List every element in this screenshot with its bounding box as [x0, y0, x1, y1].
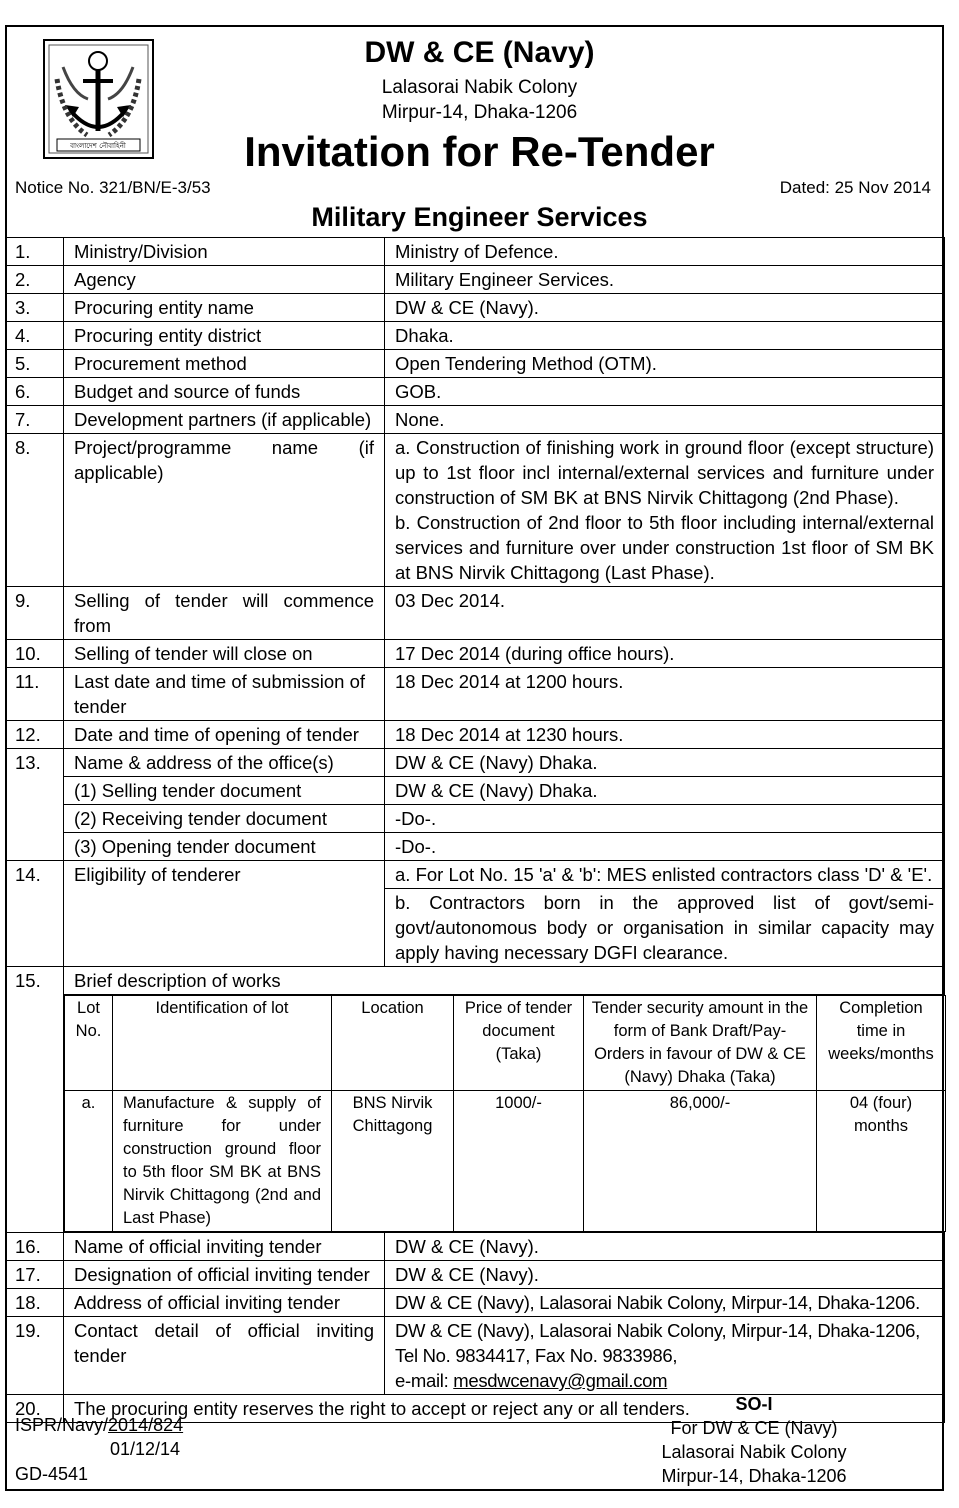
signatory-line3: Mirpur-14, Dhaka-1206	[661, 1466, 847, 1486]
table-row	[6, 640, 945, 668]
row-number: 2.	[6, 266, 64, 294]
row-label: Procurement method	[64, 350, 385, 378]
row-value: None.	[385, 406, 945, 434]
row-text: The procuring entity reserves the right to accept or reject any or all tenders.	[64, 1395, 945, 1423]
signatory-title: SO-I	[735, 1394, 773, 1414]
table-row	[6, 406, 945, 434]
ispr-date: 01/12/14	[110, 1439, 181, 1459]
row-value: a. For Lot No. 15 'a' & 'b': MES enlisted contractors class 'D' & 'E'.	[385, 861, 945, 889]
row-value: DW & CE (Navy) Dhaka.	[385, 749, 945, 777]
table-row	[6, 294, 945, 322]
row-label: Development partners (if applicable)	[64, 406, 385, 434]
lot-security: 86,000/-	[584, 1091, 817, 1232]
row-value: Ministry of Defence.	[385, 238, 945, 266]
table-row	[6, 805, 945, 833]
row-label: Contact detail of official inviting tender	[64, 1317, 385, 1395]
project-a: a. Construction of finishing work in ground floor (except structure) up to 1st floor incl internal/external services and furniture under construction of SM BK at BNS Nirvik Chittagong (2nd Phase).	[395, 437, 934, 508]
table-row	[6, 587, 945, 640]
table-row	[6, 1289, 945, 1317]
row-label: Budget and source of funds	[64, 378, 385, 406]
lot-completion: 04 (four) months	[817, 1091, 946, 1232]
table-row	[6, 1317, 945, 1395]
contact-address: DW & CE (Navy), Lalasorai Nabik Colony, Mirpur-14, Dhaka-1206,	[395, 1320, 920, 1341]
row-number: 19.	[6, 1317, 64, 1395]
row-value: DW & CE (Navy) Dhaka.	[385, 777, 945, 805]
row-value	[385, 434, 945, 587]
table-row	[6, 322, 945, 350]
row-label: Address of official inviting tender	[64, 1289, 385, 1317]
table-row	[6, 668, 945, 721]
row-value: DW & CE (Navy).	[385, 1261, 945, 1289]
row-number: 20.	[6, 1395, 64, 1423]
row-label: Brief description of works	[64, 967, 945, 995]
header-location: Location	[332, 996, 454, 1091]
row-label: Ministry/Division	[64, 238, 385, 266]
row-number: 6.	[6, 378, 64, 406]
signatory-line2: Lalasorai Nabik Colony	[661, 1442, 847, 1462]
row-value: GOB.	[385, 378, 945, 406]
org-name: DW & CE (Navy)	[364, 36, 595, 69]
header-completion: Completion time in weeks/months	[817, 996, 946, 1091]
email-link[interactable]: mesdwcenavy@gmail.com	[453, 1370, 668, 1391]
row-number: 13.	[6, 749, 64, 777]
row-number: 10.	[6, 640, 64, 668]
table-row	[6, 861, 945, 889]
logo-caption: বাংলাদেশ নৌবাহিনী	[70, 142, 126, 150]
table-row	[6, 350, 945, 378]
header-security: Tender security amount in the form of Bank Draft/Pay-Orders in favour of DW & CE (Navy) Dhaka (Taka)	[584, 996, 817, 1091]
contact-phone: Tel No. 9834417, Fax No. 9833986,	[395, 1345, 678, 1366]
row-value: DW & CE (Navy).	[385, 1233, 945, 1261]
row-value: Open Tendering Method (OTM).	[385, 350, 945, 378]
notice-title: Invitation for Re-Tender	[244, 128, 715, 175]
row-value: 03 Dec 2014.	[385, 587, 945, 640]
table-row	[6, 749, 945, 777]
gd-number: GD-4541	[15, 1464, 89, 1484]
row-number: 8.	[6, 434, 64, 587]
table-row	[6, 777, 945, 805]
row-label: Procuring entity district	[64, 322, 385, 350]
row-value: Military Engineer Services.	[385, 266, 945, 294]
lot-price: 1000/-	[454, 1091, 584, 1232]
row-value: Dhaka.	[385, 322, 945, 350]
row-number: 17.	[6, 1261, 64, 1289]
row-value: b. Contractors born in the approved list of govt/semi-govt/autonomous body or organisation in similar capacity may apply having necessary DGFI clearance.	[385, 889, 945, 967]
lot-table	[64, 995, 946, 1232]
row-label: Last date and time of submission of tender	[64, 668, 385, 721]
section-heading: Military Engineer Services	[311, 202, 648, 232]
table-row	[6, 1261, 945, 1289]
notice-number: Notice No. 321/BN/E-3/53	[15, 178, 211, 197]
row-number: 7.	[6, 406, 64, 434]
row-value: DW & CE (Navy), Lalasorai Nabik Colony, Mirpur-14, Dhaka-1206.	[385, 1289, 945, 1317]
row-value: -Do-.	[385, 833, 945, 861]
tender-details-table	[5, 237, 945, 1423]
email-label: e-mail:	[395, 1370, 454, 1391]
row-value	[385, 1317, 945, 1395]
row-value: DW & CE (Navy).	[385, 294, 945, 322]
lot-row	[65, 1091, 946, 1232]
table-row	[6, 833, 945, 861]
table-row	[6, 721, 945, 749]
row-label: Selling of tender will commence from	[64, 587, 385, 640]
row-number: 14.	[6, 861, 64, 889]
ispr-prefix: ISPR/Navy/	[15, 1415, 109, 1435]
row-number: 5.	[6, 350, 64, 378]
header-price: Price of tender document (Taka)	[454, 996, 584, 1091]
signatory-line1: For DW & CE (Navy)	[670, 1418, 838, 1438]
row-sublabel: (1) Selling tender document	[64, 777, 385, 805]
row-label: Date and time of opening of tender	[64, 721, 385, 749]
table-row	[6, 995, 945, 1233]
row-sublabel: (3) Opening tender document	[64, 833, 385, 861]
table-row	[6, 266, 945, 294]
header-lot-no: Lot No.	[65, 996, 113, 1091]
table-row	[6, 967, 945, 995]
row-value: 17 Dec 2014 (during office hours).	[385, 640, 945, 668]
row-number: 1.	[6, 238, 64, 266]
row-label: Selling of tender will close on	[64, 640, 385, 668]
row-number: 16.	[6, 1233, 64, 1261]
ispr-reference	[15, 1414, 183, 1437]
row-number: 11.	[6, 668, 64, 721]
row-sublabel: (2) Receiving tender document	[64, 805, 385, 833]
row-number: 4.	[6, 322, 64, 350]
table-row	[6, 238, 945, 266]
row-label: Procuring entity name	[64, 294, 385, 322]
table-row	[6, 378, 945, 406]
project-b: b. Construction of 2nd floor to 5th floor including internal/external services and furniture over under construction 1st floor of SM BK at BNS Nirvik Chittagong (Last Phase).	[395, 512, 934, 583]
row-label: Name & address of the office(s)	[64, 749, 385, 777]
lot-table-header	[65, 996, 946, 1091]
contact-email-line	[395, 1368, 942, 1393]
row-label: Agency	[64, 266, 385, 294]
notice-date: Dated: 25 Nov 2014	[779, 178, 931, 197]
row-label: Designation of official inviting tender	[64, 1261, 385, 1289]
row-label: Eligibility of tenderer	[64, 861, 385, 889]
row-number: 18.	[6, 1289, 64, 1317]
header-identification: Identification of lot	[113, 996, 332, 1091]
ispr-number: 2014/824	[108, 1415, 184, 1435]
table-row	[6, 1233, 945, 1261]
org-address-line2: Mirpur-14, Dhaka-1206	[381, 102, 578, 123]
row-label: Project/programme name (if applicable)	[64, 434, 385, 587]
table-row	[6, 889, 945, 967]
row-number: 15.	[6, 967, 64, 995]
row-value: 18 Dec 2014 at 1200 hours.	[385, 668, 945, 721]
lot-location: BNS Nirvik Chittagong	[332, 1091, 454, 1232]
row-number: 9.	[6, 587, 64, 640]
lot-number: a.	[65, 1091, 113, 1232]
row-number: 3.	[6, 294, 64, 322]
org-address-line1: Lalasorai Nabik Colony	[381, 77, 578, 98]
lot-description: Manufacture & supply of furniture for under construction ground floor to 5th floor SM BK at BNS Nirvik Chittagong (2nd and Last Phase)	[113, 1091, 332, 1232]
row-value: 18 Dec 2014 at 1230 hours.	[385, 721, 945, 749]
row-value: -Do-.	[385, 805, 945, 833]
row-label: Name of official inviting tender	[64, 1233, 385, 1261]
row-number: 12.	[6, 721, 64, 749]
table-row	[6, 434, 945, 587]
